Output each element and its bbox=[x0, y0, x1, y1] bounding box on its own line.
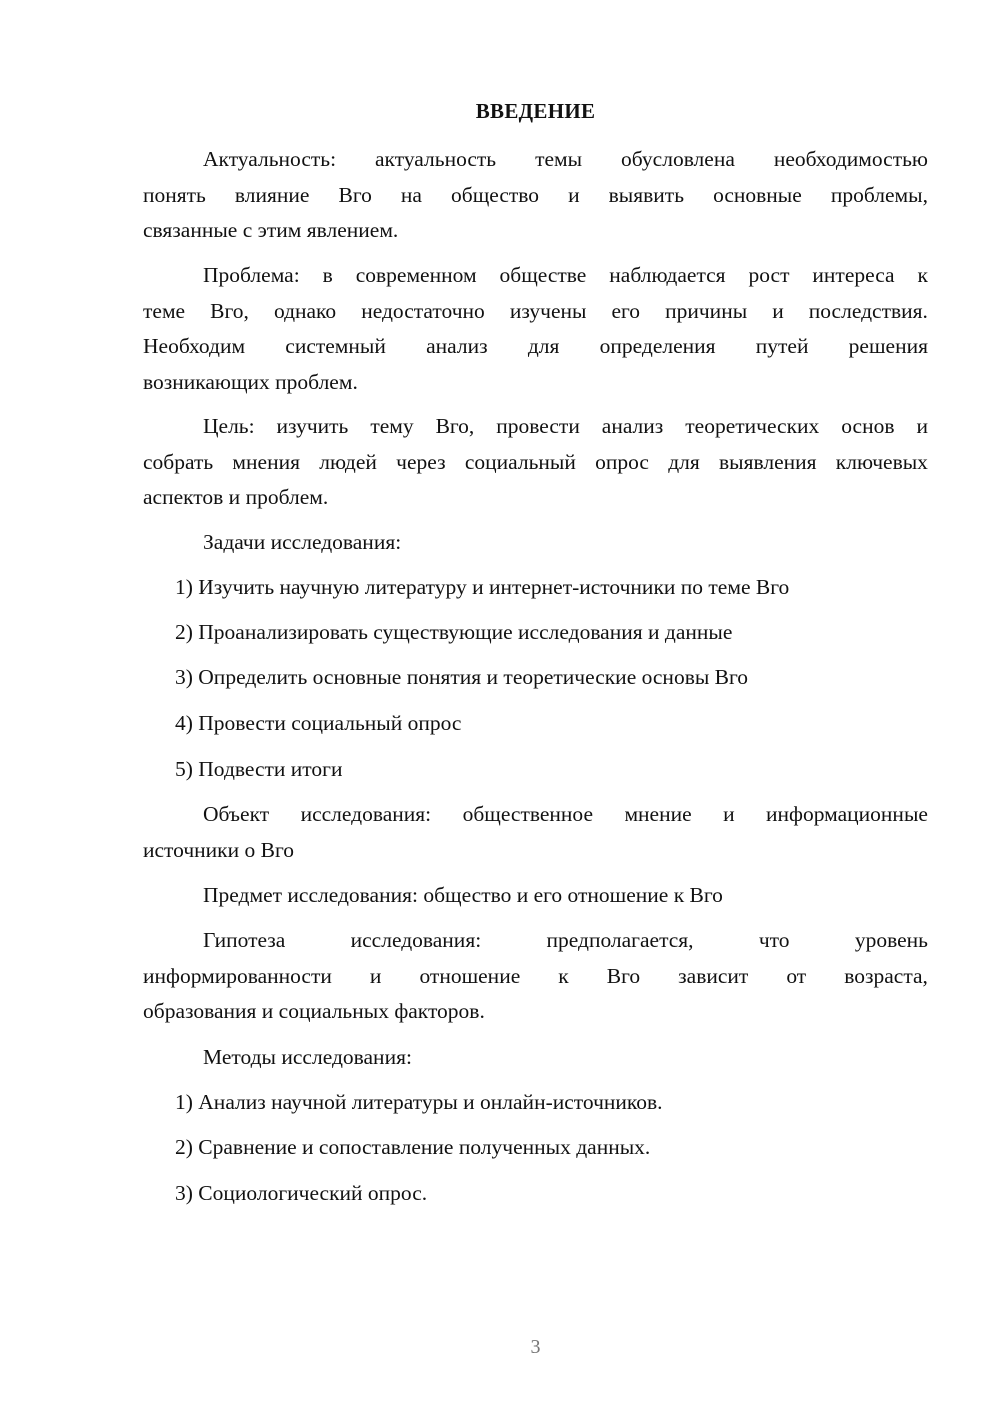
page-number: 3 bbox=[530, 1336, 541, 1358]
task-item: 2) Проанализировать существующие исследования и данные bbox=[175, 620, 733, 644]
word: определения bbox=[599, 334, 716, 358]
word: для bbox=[668, 449, 700, 474]
word: и bbox=[772, 298, 784, 323]
object-paragraph bbox=[143, 797, 928, 868]
word: путей bbox=[755, 334, 809, 358]
word: проблемы, bbox=[830, 182, 928, 207]
word: обусловлена bbox=[621, 147, 735, 171]
document-page bbox=[143, 0, 928, 1414]
word: и bbox=[369, 963, 382, 988]
paragraph-line bbox=[143, 365, 928, 401]
word: и bbox=[723, 802, 735, 826]
paragraph-line bbox=[143, 142, 928, 178]
paragraph-line bbox=[143, 994, 928, 1030]
word: социальный bbox=[464, 449, 576, 474]
word: системный bbox=[285, 334, 386, 358]
word: необходимостью bbox=[773, 147, 928, 171]
word: причины bbox=[665, 298, 748, 323]
paragraph-line bbox=[143, 480, 928, 516]
word: Проблема: bbox=[203, 263, 300, 287]
problem-paragraph bbox=[143, 258, 928, 400]
word: выявить bbox=[608, 182, 685, 207]
word: теоретических bbox=[685, 414, 820, 438]
word: что bbox=[758, 928, 790, 952]
word: исследования: bbox=[350, 928, 482, 952]
word: общественное bbox=[462, 802, 593, 826]
word: информированности bbox=[143, 963, 332, 988]
word: исследования: bbox=[300, 802, 432, 826]
word: обществе bbox=[499, 263, 587, 287]
task-item: 5) Подвести итоги bbox=[175, 757, 343, 781]
word: анализ bbox=[601, 414, 664, 438]
word: Вго, bbox=[210, 298, 249, 323]
paragraph-line bbox=[143, 258, 928, 294]
word: мнения bbox=[232, 449, 300, 474]
word: Вго, bbox=[435, 414, 475, 438]
section-heading: ВВЕДЕНИЕ bbox=[475, 99, 596, 123]
task-item: 3) Определить основные понятия и теоретические основы Вго bbox=[175, 665, 749, 689]
method-item: 2) Сравнение и сопоставление полученных данных. bbox=[175, 1135, 651, 1159]
methods-label: Методы исследования: bbox=[203, 1045, 412, 1069]
word: актуальность bbox=[375, 147, 497, 171]
paragraph-line bbox=[143, 178, 928, 214]
paragraph-line bbox=[143, 329, 928, 365]
word: связанные с этим явлением. bbox=[143, 218, 399, 242]
method-item: 3) Социологический опрос. bbox=[175, 1181, 428, 1205]
word: интереса bbox=[812, 263, 895, 287]
word: недостаточно bbox=[361, 298, 485, 323]
word: провести bbox=[496, 414, 580, 438]
word: источники о Вго bbox=[143, 837, 295, 862]
task-item: 4) Провести социальный опрос bbox=[175, 711, 462, 735]
paragraph-line bbox=[143, 213, 928, 249]
word: понять bbox=[143, 182, 206, 207]
word: собрать bbox=[143, 449, 214, 474]
word: Объект bbox=[203, 802, 270, 826]
word: аспектов и проблем. bbox=[143, 485, 329, 509]
word: Вго bbox=[338, 182, 372, 207]
word: выявления bbox=[719, 449, 817, 474]
task-item: 1) Изучить научную литературу и интернет-источники по теме Вго bbox=[175, 575, 790, 599]
word: основ bbox=[841, 414, 895, 438]
hypothesis-paragraph bbox=[143, 923, 928, 1030]
word: к bbox=[917, 263, 928, 287]
word: Вго bbox=[606, 963, 641, 988]
word: мнение bbox=[624, 802, 692, 826]
word: изучены bbox=[509, 298, 587, 323]
word: от bbox=[786, 963, 807, 988]
word: общество bbox=[451, 182, 540, 207]
word: отношение bbox=[419, 963, 521, 988]
word: Актуальность: bbox=[203, 147, 337, 171]
word: в bbox=[322, 263, 333, 287]
word: рост bbox=[748, 263, 790, 287]
word: последствия. bbox=[808, 298, 928, 323]
word: решения bbox=[848, 334, 928, 358]
word: к bbox=[558, 963, 569, 988]
word: анализ bbox=[426, 334, 488, 358]
word: Необходим bbox=[143, 334, 246, 358]
word: людей bbox=[319, 449, 377, 474]
word: через bbox=[396, 449, 446, 474]
word: информационные bbox=[766, 802, 928, 826]
word: и bbox=[568, 182, 580, 207]
method-item: 1) Анализ научной литературы и онлайн-источников. bbox=[175, 1090, 663, 1114]
word: теме bbox=[143, 298, 186, 323]
paragraph-line bbox=[143, 797, 928, 833]
paragraph-line bbox=[143, 445, 928, 481]
paragraph-line bbox=[143, 959, 928, 995]
word: уровень bbox=[854, 928, 928, 952]
paragraph-line bbox=[143, 923, 928, 959]
word: изучить bbox=[276, 414, 349, 438]
word: и bbox=[916, 414, 928, 438]
paragraph-line bbox=[143, 409, 928, 445]
word: наблюдается bbox=[609, 263, 726, 287]
relevance-paragraph bbox=[143, 142, 928, 249]
word: ключевых bbox=[835, 449, 928, 474]
word: на bbox=[400, 182, 422, 207]
paragraph-line bbox=[143, 833, 928, 869]
word: основные bbox=[713, 182, 802, 207]
word: Цель: bbox=[203, 414, 255, 438]
word: зависит bbox=[678, 963, 749, 988]
word: предполагается, bbox=[546, 928, 694, 952]
word: Гипотеза bbox=[203, 928, 286, 952]
word: влияние bbox=[234, 182, 310, 207]
word: его bbox=[611, 298, 641, 323]
paragraph-line bbox=[143, 294, 928, 330]
word: тему bbox=[370, 414, 414, 438]
goal-paragraph bbox=[143, 409, 928, 516]
word: однако bbox=[273, 298, 337, 323]
word: возраста, bbox=[844, 963, 928, 988]
word: возникающих проблем. bbox=[143, 369, 358, 394]
word: образования и социальных факторов. bbox=[143, 999, 485, 1023]
tasks-label: Задачи исследования: bbox=[203, 530, 402, 554]
word: опрос bbox=[595, 449, 649, 474]
word: для bbox=[527, 334, 560, 358]
subject-paragraph: Предмет исследования: общество и его отношение к Вго bbox=[203, 883, 723, 907]
word: темы bbox=[535, 147, 583, 171]
word: современном bbox=[355, 263, 477, 287]
